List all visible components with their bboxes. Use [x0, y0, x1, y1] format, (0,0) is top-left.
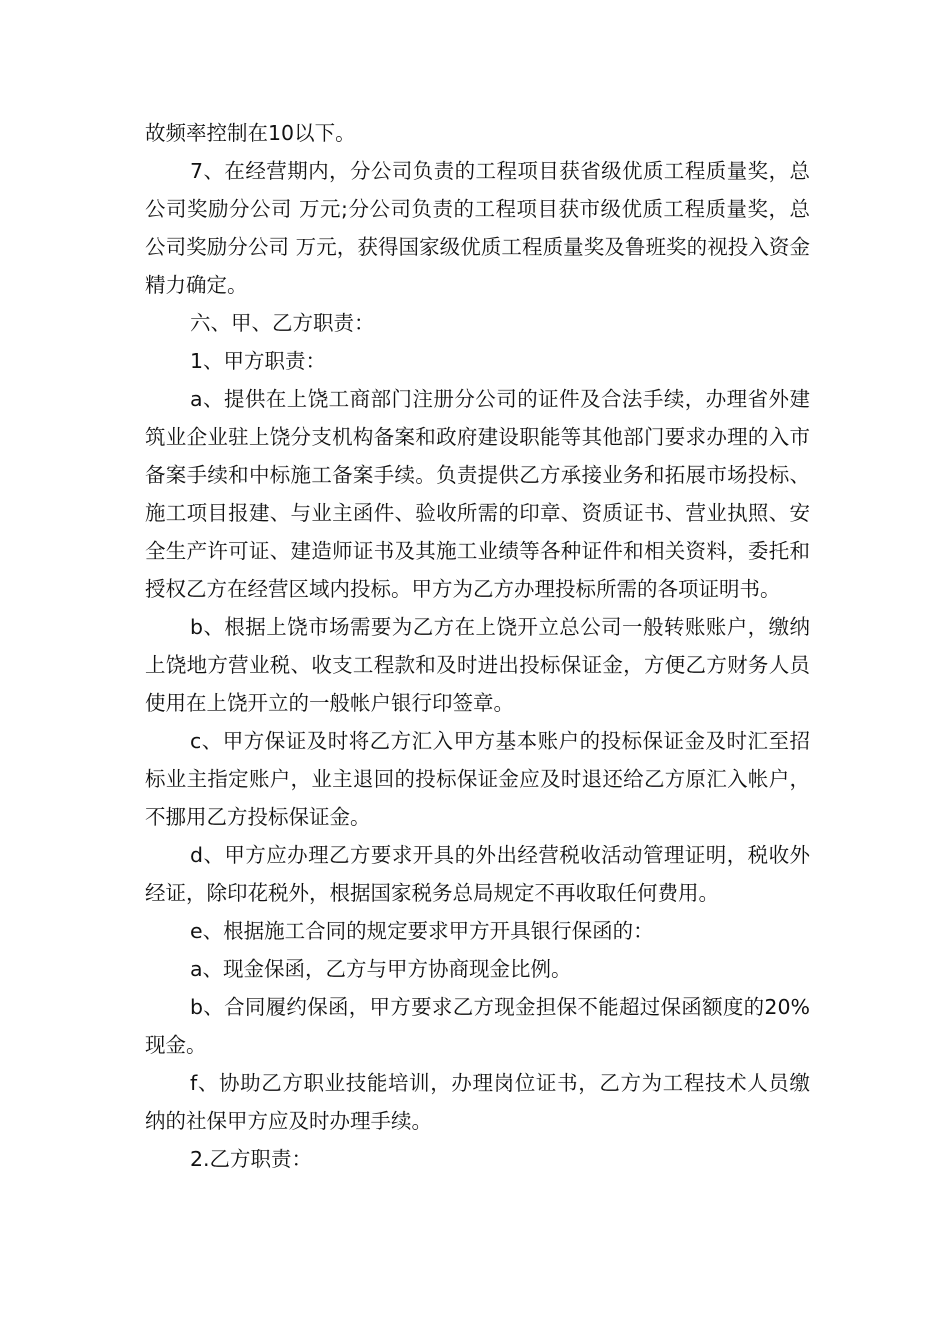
- document-body: [145, 114, 810, 1178]
- paragraph-item-d: d、甲方应办理乙方要求开具的外出经营税收活动管理证明，税收外经证，除印花税外，根据国家税务总局规定不再收取任何费用。: [145, 843, 810, 905]
- paragraph-sub-b-performance-guarantee: b、合同履约保函，甲方要求乙方现金担保不能超过保函额度的20%现金。: [145, 995, 810, 1057]
- section-heading-responsibilities: 六、甲、乙方职责：: [190, 311, 375, 335]
- paragraph-item-f: f、协助乙方职业技能培训，办理岗位证书，乙方为工程技术人员缴纳的社保甲方应及时办理手续。: [145, 1071, 810, 1133]
- subheading-party-a: 1、甲方职责：: [190, 349, 327, 373]
- paragraph-item-e: e、根据施工合同的规定要求甲方开具银行保函的：: [190, 919, 654, 943]
- subheading-party-b: 2.乙方职责：: [190, 1147, 313, 1171]
- paragraph-accident-frequency: 故频率控制在10以下。: [145, 121, 356, 145]
- paragraph-quality-award: 7、在经营期内，分公司负责的工程项目获省级优质工程质量奖，总公司奖励分公司 万元;分公司负责的工程项目获市级优质工程质量奖，总公司奖励分公司 万元，获得国家级优质工程质量奖及鲁班奖的视投入资金精力确定。: [145, 159, 810, 297]
- paragraph-item-c: c、甲方保证及时将乙方汇入甲方基本账户的投标保证金及时汇至招标业主指定账户，业主退回的投标保证金应及时退还给乙方原汇入帐户，不挪用乙方投标保证金。: [145, 729, 810, 829]
- paragraph-item-b: b、根据上饶市场需要为乙方在上饶开立总公司一般转账账户，缴纳上饶地方营业税、收支工程款和及时进出投标保证金，方便乙方财务人员使用在上饶开立的一般帐户银行印签章。: [145, 615, 810, 715]
- paragraph-item-a: a、提供在上饶工商部门注册分公司的证件及合法手续，办理省外建筑业企业驻上饶分支机构备案和政府建设职能等其他部门要求办理的入市备案手续和中标施工备案手续。负责提供乙方承接业务和拓展市场投标、施工项目报建、与业主函件、验收所需的印章、资质证书、营业执照、安全生产许可证、建造师证书及其施工业绩等各种证件和相关资料，委托和授权乙方在经营区域内投标。甲方为乙方办理投标所需的各项证明书。: [145, 387, 810, 601]
- paragraph-sub-a-cash-guarantee: a、现金保函，乙方与甲方协商现金比例。: [190, 957, 572, 981]
